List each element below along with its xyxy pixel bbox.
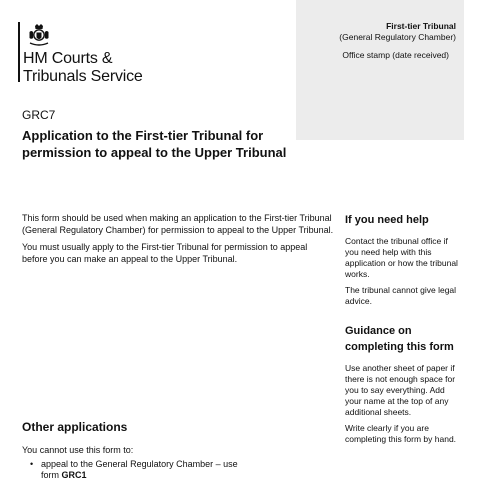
list-item [22,459,252,481]
intro-paragraph: This form should be used when making an application to the First-tier Tribunal (General Regulatory Chamber) for permission to appeal to the Upper Tribunal. [22,213,334,235]
help-section [345,212,460,312]
logo-rule [18,22,20,82]
help-paragraph: Contact the tribunal office if you need help with this application or how the tribunal works. [345,236,458,279]
form-reference: GRC1 [61,470,87,480]
other-applications-list [22,459,252,481]
logo-text-line1: HM Courts & [23,50,113,67]
royal-crest-icon [27,23,51,47]
office-stamp-box [296,0,464,140]
guidance-paragraph: Use another sheet of paper if there is not enough space for you to say everything. Add your name at the top of any additional sheets. [345,363,456,417]
logo-text-line2: Tribunals Service [23,68,143,85]
guidance-paragraph: Write clearly if you are completing this form by hand. [345,423,457,444]
help-paragraph: The tribunal cannot give legal advice. [345,285,457,306]
stamp-title: First-tier Tribunal [386,21,456,31]
guidance-heading: Guidance on completing this form [345,325,454,353]
form-code: GRC7 [22,108,56,122]
guidance-section [345,323,460,450]
stamp-subtitle: (General Regulatory Chamber) [339,32,456,42]
other-applications-intro: You cannot use this form to: [22,445,134,455]
form-title: Application to the First-tier Tribunal for permission to appeal to the Upper Tribunal [22,128,287,160]
list-item-text: appeal to the General Regulatory Chamber – use form [41,459,238,480]
bullet-icon: • [30,459,34,469]
other-applications-heading: Other applications [22,420,128,434]
stamp-label: Office stamp (date received) [342,50,449,60]
help-heading: If you need help [345,214,429,226]
hmcts-logo [18,22,158,84]
intro-paragraph: You must usually apply to the First-tier Tribunal for permission to appeal before you can make an appeal to the Upper Tribunal. [22,242,308,264]
intro-section [22,212,334,270]
